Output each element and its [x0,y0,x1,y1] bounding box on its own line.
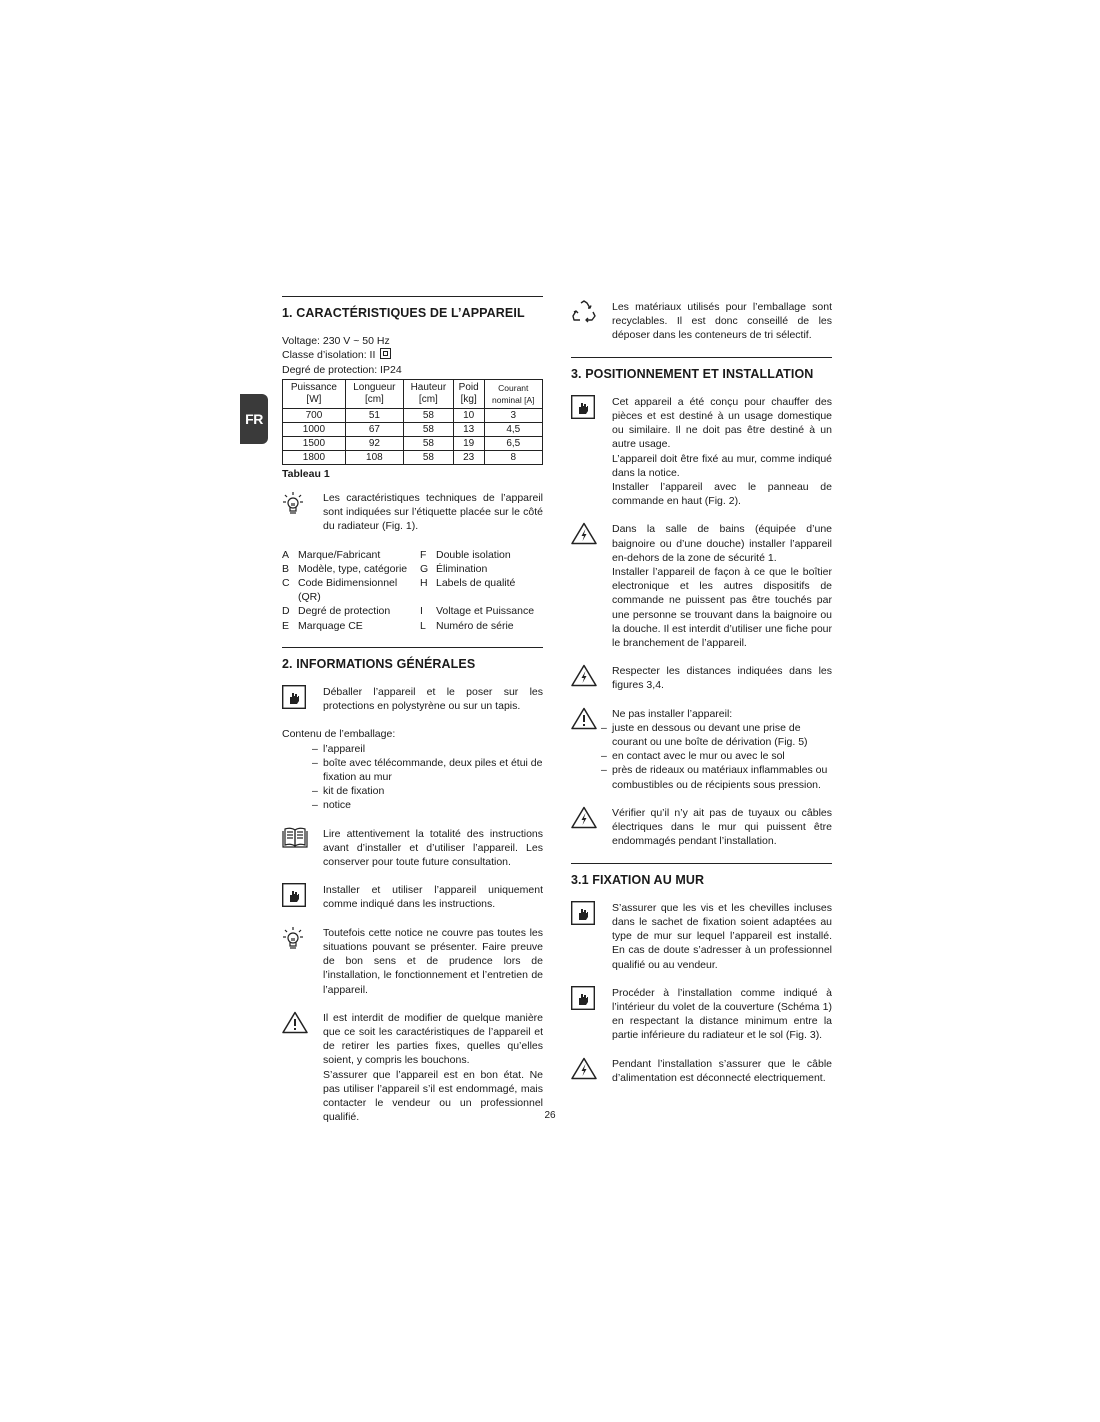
note-block [282,491,543,534]
note-text [612,522,832,650]
table-cell: 10 [453,408,484,422]
list-item: – kit de fixation [312,784,543,798]
note-block [571,395,832,509]
legend-item: L Numéro de série [420,619,514,632]
note-text: Procéder à l’installation comme indiqué à l’intérieur du volet de la couverture (Schéma 1) en respectant la distance minimum entre la partie inférieure du radiateur et le sol (Fig. 3). [612,986,832,1042]
paragraph: Installer l’appareil de façon à ce que le boîtier electronique et les autres dispositifs de commande ne puissent pas être touchés par une personne se trouvant dans la baignoire ou la douche. Il est interdit d’utiliser une fiche pour le branchement de l’appareil. [612,566,832,650]
section-divider [282,647,543,648]
electric-warning-icon [571,1057,612,1085]
section-title: 2. INFORMATIONS GÉNÉRALES [282,656,476,671]
legend-item: C Code Bidimensionnel (QR) [282,577,398,604]
placement-list [601,721,832,792]
note-block [282,883,543,911]
table-cell: 58 [403,408,453,422]
note-block [282,685,543,713]
note-block [571,707,832,792]
note-block [282,1011,543,1125]
paragraph: L’appareil doit être fixé au mur, comme indiqué dans la notice. [612,452,832,479]
list-item: – notice [312,798,543,812]
legend-item: H Labels de qualité [420,577,516,590]
table-cell: 67 [345,422,403,436]
note-block [571,664,832,692]
note-block [571,986,832,1043]
hand-icon [571,395,612,509]
paragraph: Cet appareil a été conçu pour chauffer des pièces et est destiné à un usage domestique ou similaire. Il ne doit pas être destiné à un autre usage. [612,395,832,451]
list-item: – près de rideaux ou matériaux inflammables ou combustibles ou de récipients sous pression. [601,763,832,791]
electric-warning-icon [571,664,612,692]
note-text: Respecter les distances indiquées dans les figures 3,4. [612,665,832,692]
table-cell: 108 [345,450,403,464]
label-legend [282,548,543,633]
table-cell: 92 [345,436,403,450]
paragraph: Installer l’appareil avec le panneau de commande en haut (Fig. 2). [612,481,832,508]
table-header: Poid [kg] [453,379,484,408]
table-cell: 58 [403,436,453,450]
table-cell: 1800 [283,450,346,464]
note-text: Installer et utiliser l’appareil uniquement comme indiqué dans les instructions. [323,884,543,911]
note-text: Toutefois cette notice ne couvre pas toutes les situations pouvant se présenter. Faire preuve de bon sens et de prudence lors de l’installation, le fonctionnement et l’entretien de l’appareil. [323,926,543,996]
note-text: Vérifier qu’il n’y ait pas de tuyaux ou câbles électriques dans le mur qui puissent être endommagés pendant l’installation. [612,806,832,848]
table-header: Puissance [W] [283,379,346,408]
table-cell: 58 [403,422,453,436]
section-title: 1. CARACTÉRISTIQUES DE L’APPAREIL [282,306,525,320]
note-text: Les caractéristiques techniques de l’appareil sont indiquées sur l’étiquette placée sur le côté du radiateur (Fig. 1). [323,492,543,533]
table-cell: 4,5 [484,422,542,436]
protection-spec: Degré de protection: IP24 [282,363,402,376]
table-cell: 1000 [283,422,346,436]
legend-item: G Élimination [420,562,488,575]
table-cell: 23 [453,450,484,464]
list-item: – boîte avec télécommande, deux piles et étui de fixation au mur [312,756,543,784]
note-block [571,300,832,343]
table-row [283,436,543,450]
section-title: 3.1 FIXATION AU MUR [571,872,705,887]
table-caption: Tableau 1 [282,467,330,480]
note-text: Lire attentivement la totalité des instructions avant d’installer et d’utiliser l’appareil. Les conserver pour toute future consultation. [323,827,543,869]
section-divider [282,296,543,297]
table-row [283,450,543,464]
left-column [282,296,543,1138]
note-text: Déballer l’appareil et le poser sur les protections en polystyrène ou sur un tapis. [323,686,543,713]
right-column [571,300,832,1099]
table-cell: 3 [484,408,542,422]
paragraph: Ne pas installer l’appareil: [612,707,733,720]
contents-title: Contenu de l’emballage: [282,728,396,741]
table-cell: 6,5 [484,436,542,450]
contents-list [312,742,543,813]
paragraph: S’assurer que l’appareil est en bon état. Ne pas utiliser l’appareil s’il est endommagé, mais contacter le vendeur ou un professionnel qualifié. [323,1068,543,1124]
legend-item: F Double isolation [420,548,511,561]
note-block [571,1057,832,1085]
table-cell: 51 [345,408,403,422]
recycle-icon [571,300,612,343]
note-block [571,806,832,849]
lightbulb-icon [282,491,323,534]
electric-warning-icon [571,522,612,650]
note-block [282,827,543,870]
legend-item: I Voltage et Puissance [420,605,535,618]
note-text [612,395,832,509]
paragraph: Il est interdit de modifier de quelque manière que ce soit les caractéristiques de l’appareil et de retirer les parties fixes, quelles qu’elles soient, y compris les bouchons. [323,1011,543,1067]
note-block [282,926,543,997]
table-header: Hauteur [cm] [403,379,453,408]
insulation-spec [282,348,543,362]
table-cell: 1500 [283,436,346,450]
table-cell: 19 [453,436,484,450]
hand-icon [571,986,612,1043]
table-header: Courant nominal [A] [484,379,542,408]
book-icon [282,827,323,870]
table-row [283,408,543,422]
legend-item: D Degré de protection [282,605,391,618]
paragraph: Dans la salle de bains (équipée d’une baignoire ou d’une douche) installer l’appareil en-dehors de la zone de sécurité 1. [612,523,832,564]
hand-icon [282,883,323,911]
legend-item: E Marquage CE [282,619,363,632]
legend-item: B Modèle, type, catégorie [282,562,408,575]
table-header-row [283,379,543,408]
lightbulb-icon [282,926,323,997]
specs-table [282,379,543,465]
table-cell: 700 [283,408,346,422]
table-cell: 8 [484,450,542,464]
legend-item: A Marque/Fabricant [282,548,381,561]
table-cell: 13 [453,422,484,436]
note-text [612,707,832,792]
hand-icon [282,685,323,713]
section-title: 3. POSITIONNEMENT ET INSTALLATION [571,366,814,381]
list-item: – juste en dessous ou devant une prise de courant ou une boîte de dérivation (Fig. 5) [601,721,832,749]
table-cell: 58 [403,450,453,464]
section-divider [571,357,832,358]
note-text: Les matériaux utilisés pour l’emballage sont recyclables. Il est donc conseillé de les déposer dans les conteneurs de tri sélectif. [612,301,832,342]
insulation-label: Classe d’isolation: II [282,349,376,362]
electric-warning-icon [571,806,612,849]
table-header: Longueur [cm] [345,379,403,408]
language-tab: FR [240,394,268,444]
note-text [323,1011,543,1125]
list-item: – l’appareil [312,742,543,756]
note-block [571,901,832,972]
note-text: Pendant l’installation s’assurer que le câble d’alimentation est déconnecté electriquement. [612,1057,832,1084]
voltage-spec: Voltage: 230 V ~ 50 Hz [282,335,390,348]
hand-icon [571,901,612,972]
page-number: 26 [544,1110,556,1121]
note-text: S’assurer que les vis et les chevilles incluses dans le sachet de fixation soient adaptées au type de mur sur lequel l’appareil est installé. En cas de doute s’adresser à un professionnel qualifié ou au vendeur. [612,901,832,971]
table-row [283,422,543,436]
list-item: – en contact avec le mur ou avec le sol [601,749,832,763]
section-divider [571,863,832,864]
double-insulation-icon [380,348,391,359]
warning-icon [282,1011,323,1125]
note-block [571,522,832,650]
